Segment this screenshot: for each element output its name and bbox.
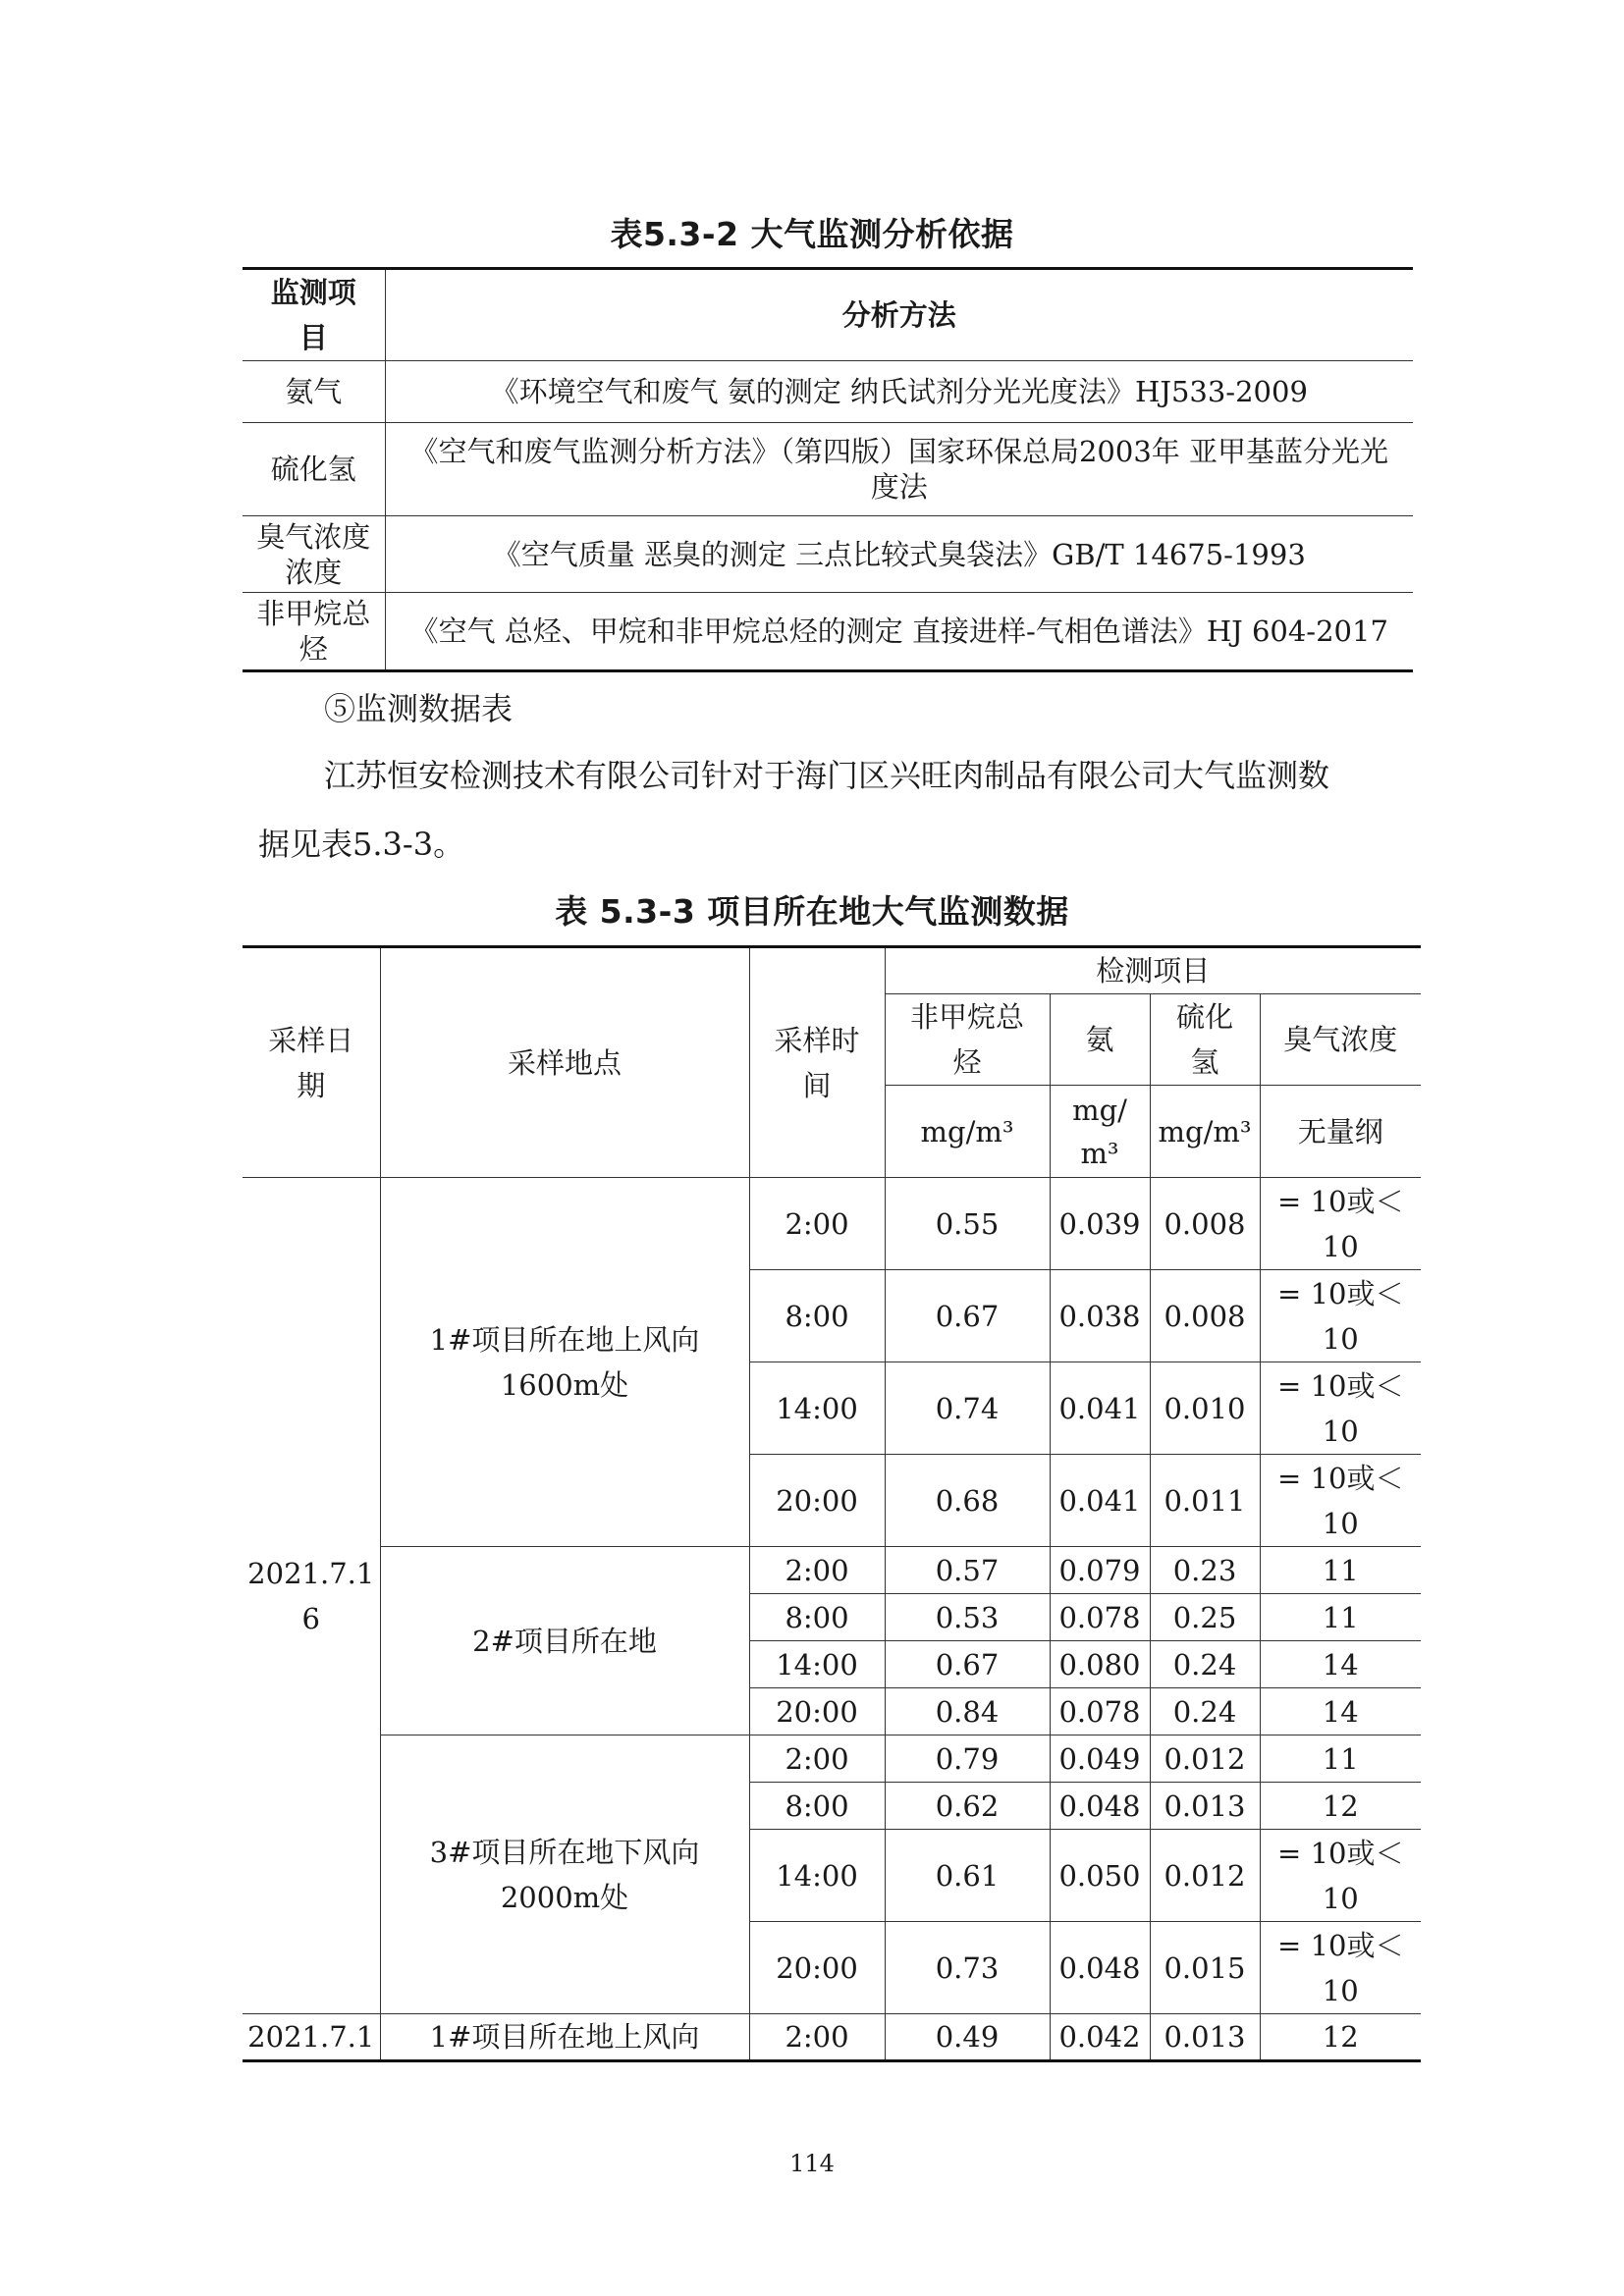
nh3-cell: 0.050 — [1050, 1830, 1150, 1922]
time-cell: 8:00 — [749, 1783, 885, 1830]
row-item: 臭气浓度 浓度 — [243, 516, 385, 593]
unit-odor: 无量纲 — [1260, 1086, 1421, 1178]
nmhc-cell: 0.67 — [885, 1270, 1050, 1362]
h2s-cell: 0.013 — [1150, 2014, 1260, 2061]
table-5-3-3-caption: 表 5.3-3 项目所在地大气监测数据 — [555, 892, 1069, 931]
h2s-cell: 0.013 — [1150, 1783, 1260, 1830]
odor-cell: 14 — [1260, 1688, 1421, 1735]
nmhc-cell: 0.61 — [885, 1830, 1050, 1922]
h2s-cell: 0.010 — [1150, 1362, 1260, 1455]
h2s-cell: 0.012 — [1150, 1735, 1260, 1783]
nh3-cell: 0.080 — [1050, 1641, 1150, 1688]
nh3-cell: 0.041 — [1050, 1455, 1150, 1547]
air-monitoring-data-table — [243, 945, 1421, 2062]
odor-cell: = 10或＜ 10 — [1260, 1830, 1421, 1922]
nh3-cell: 0.078 — [1050, 1688, 1150, 1735]
unit-nmhc: mg/m³ — [885, 1086, 1050, 1178]
header-date: 采样日 期 — [243, 947, 380, 1178]
nmhc-cell: 0.74 — [885, 1362, 1050, 1455]
header-col-nh3: 氨 — [1050, 994, 1150, 1086]
h2s-cell: 0.012 — [1150, 1830, 1260, 1922]
table-5-3-2-caption: 表5.3-2 大气监测分析依据 — [610, 215, 1014, 253]
h2s-cell: 0.25 — [1150, 1594, 1260, 1641]
time-cell: 2:00 — [749, 2014, 885, 2061]
odor-cell: = 10或＜ 10 — [1260, 1922, 1421, 2014]
nh3-cell: 0.041 — [1050, 1362, 1150, 1455]
nh3-cell: 0.039 — [1050, 1178, 1150, 1270]
nmhc-cell: 0.84 — [885, 1688, 1050, 1735]
odor-cell: 11 — [1260, 1594, 1421, 1641]
h2s-cell: 0.015 — [1150, 1922, 1260, 2014]
row-method: 《空气质量 恶臭的测定 三点比较式臭袋法》GB/T 14675-1993 — [385, 516, 1413, 593]
odor-cell: 12 — [1260, 1783, 1421, 1830]
row-method: 《环境空气和废气 氨的测定 纳氏试剂分光光度法》HJ533-2009 — [385, 361, 1413, 423]
site-cell: 2#项目所在地 — [380, 1547, 749, 1735]
nmhc-cell: 0.67 — [885, 1641, 1050, 1688]
header-col-h2s: 硫化 氢 — [1150, 994, 1260, 1086]
odor-cell: 12 — [1260, 2014, 1421, 2061]
nh3-cell: 0.079 — [1050, 1547, 1150, 1594]
row-item: 氨气 — [243, 361, 385, 423]
nh3-cell: 0.048 — [1050, 1783, 1150, 1830]
nh3-cell: 0.049 — [1050, 1735, 1150, 1783]
odor-cell: = 10或＜ 10 — [1260, 1270, 1421, 1362]
body-paragraph-line-1: 江苏恒安检测技术有限公司针对于海门区兴旺肉制品有限公司大气监测数 — [324, 757, 1330, 794]
nmhc-cell: 0.49 — [885, 2014, 1050, 2061]
time-cell: 20:00 — [749, 1688, 885, 1735]
odor-cell: = 10或＜ 10 — [1260, 1455, 1421, 1547]
page-number: 114 — [789, 2150, 835, 2177]
site-cell: 3#项目所在地下风向 2000m处 — [380, 1735, 749, 2014]
header-group: 检测项目 — [885, 947, 1421, 994]
body-paragraph-line-2: 据见表5.3-3。 — [258, 826, 465, 863]
site-cell: 1#项目所在地上风向 1600m处 — [380, 1178, 749, 1547]
nmhc-cell: 0.57 — [885, 1547, 1050, 1594]
nh3-cell: 0.042 — [1050, 2014, 1150, 2061]
row-method: 《空气 总烃、甲烷和非甲烷总烃的测定 直接进样-气相色谱法》HJ 604-2017 — [385, 593, 1413, 671]
h2s-cell: 0.24 — [1150, 1688, 1260, 1735]
header-method: 分析方法 — [385, 269, 1413, 361]
header-col-nmhc: 非甲烷总 烃 — [885, 994, 1050, 1086]
unit-h2s: mg/m³ — [1150, 1086, 1260, 1178]
nh3-cell: 0.038 — [1050, 1270, 1150, 1362]
odor-cell: = 10或＜ 10 — [1260, 1178, 1421, 1270]
time-cell: 20:00 — [749, 1922, 885, 2014]
odor-cell: 14 — [1260, 1641, 1421, 1688]
nh3-cell: 0.078 — [1050, 1594, 1150, 1641]
nmhc-cell: 0.55 — [885, 1178, 1050, 1270]
header-col-odor: 臭气浓度 — [1260, 994, 1421, 1086]
time-cell: 2:00 — [749, 1735, 885, 1783]
unit-nh3: mg/ m³ — [1050, 1086, 1150, 1178]
section-label: ⑤监测数据表 — [324, 690, 514, 727]
date-cell: 2021.7.1 6 — [243, 1178, 380, 2014]
time-cell: 8:00 — [749, 1270, 885, 1362]
date-cell: 2021.7.1 — [243, 2014, 380, 2061]
row-method: 《空气和废气监测分析方法》（第四版）国家环保总局2003年 亚甲基蓝分光光 度法 — [385, 423, 1413, 516]
nmhc-cell: 0.62 — [885, 1783, 1050, 1830]
row-item: 硫化氢 — [243, 423, 385, 516]
odor-cell: = 10或＜ 10 — [1260, 1362, 1421, 1455]
odor-cell: 11 — [1260, 1735, 1421, 1783]
row-item: 非甲烷总 烃 — [243, 593, 385, 671]
time-cell: 2:00 — [749, 1178, 885, 1270]
h2s-cell: 0.008 — [1150, 1270, 1260, 1362]
nmhc-cell: 0.73 — [885, 1922, 1050, 2014]
header-time: 采样时 间 — [749, 947, 885, 1178]
time-cell: 14:00 — [749, 1641, 885, 1688]
site-cell: 1#项目所在地上风向 — [380, 2014, 749, 2061]
time-cell: 14:00 — [749, 1830, 885, 1922]
h2s-cell: 0.008 — [1150, 1178, 1260, 1270]
h2s-cell: 0.011 — [1150, 1455, 1260, 1547]
time-cell: 2:00 — [749, 1547, 885, 1594]
h2s-cell: 0.24 — [1150, 1641, 1260, 1688]
nmhc-cell: 0.53 — [885, 1594, 1050, 1641]
nmhc-cell: 0.68 — [885, 1455, 1050, 1547]
h2s-cell: 0.23 — [1150, 1547, 1260, 1594]
time-cell: 20:00 — [749, 1455, 885, 1547]
header-item: 监测项 目 — [243, 269, 385, 361]
time-cell: 14:00 — [749, 1362, 885, 1455]
header-site: 采样地点 — [380, 947, 749, 1178]
time-cell: 8:00 — [749, 1594, 885, 1641]
odor-cell: 11 — [1260, 1547, 1421, 1594]
nmhc-cell: 0.79 — [885, 1735, 1050, 1783]
analysis-basis-table — [243, 267, 1413, 672]
nh3-cell: 0.048 — [1050, 1922, 1150, 2014]
